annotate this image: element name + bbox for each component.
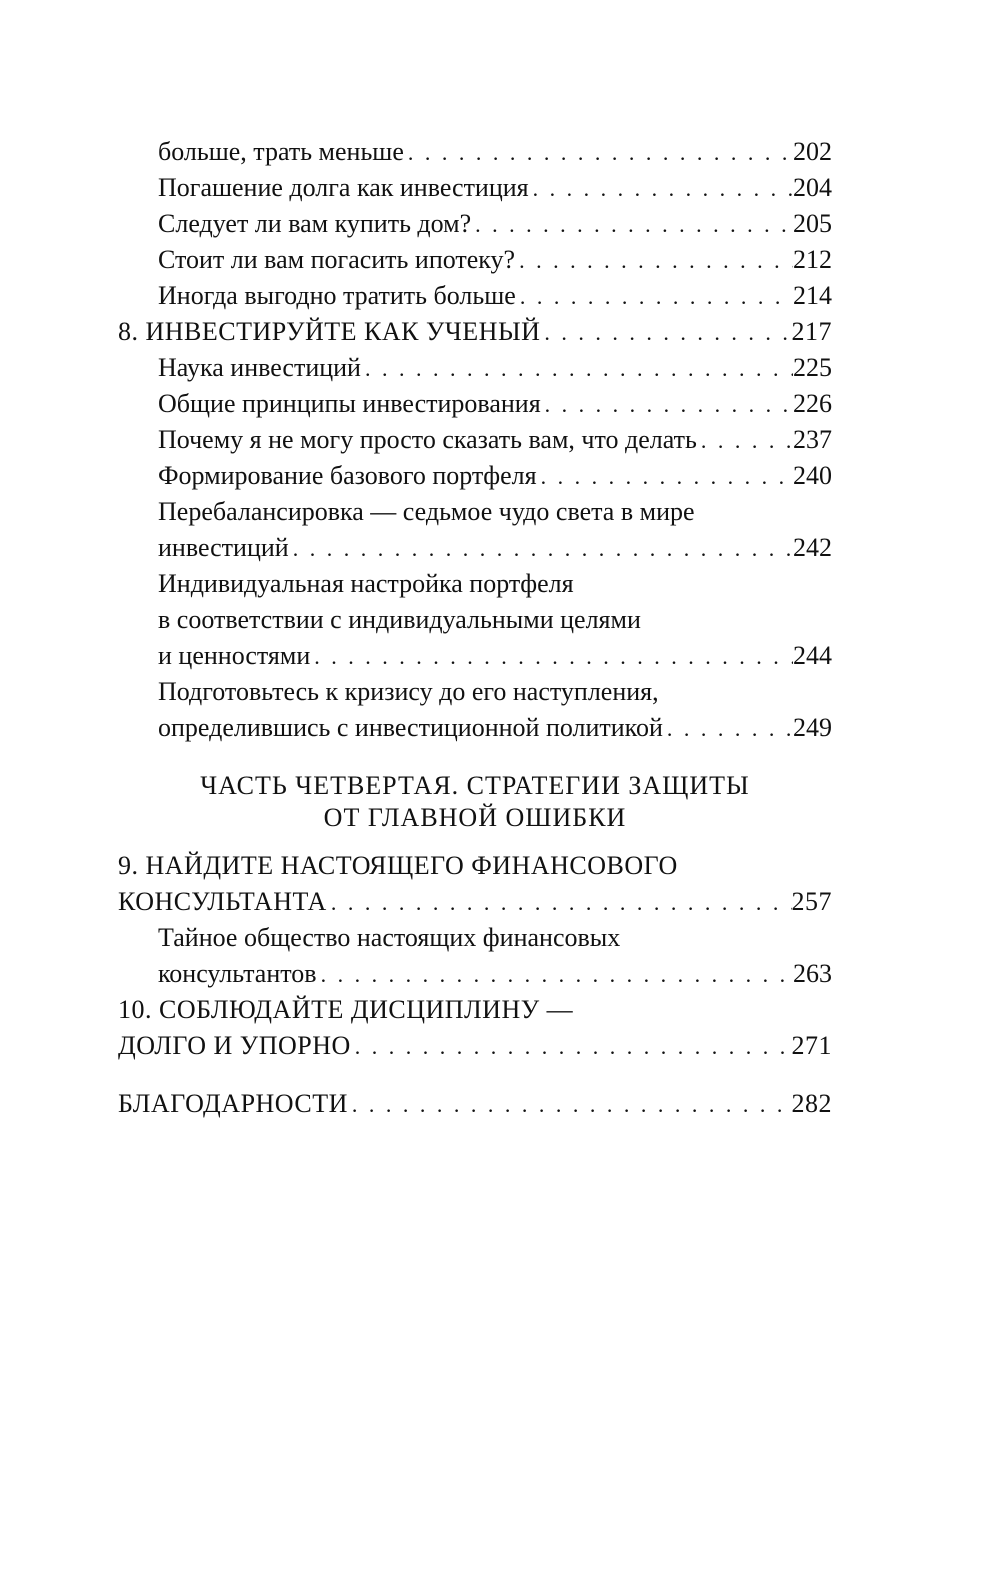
toc-entry-page: 249	[793, 713, 832, 742]
toc-entry-line	[118, 566, 832, 602]
toc-entry-line	[118, 530, 832, 566]
dot-leader	[540, 315, 791, 351]
toc-entry-page: 271	[791, 1031, 832, 1060]
toc-entry-crisis[interactable]	[118, 674, 832, 746]
toc-chapter-title: КОНСУЛЬТАНТА	[118, 887, 327, 916]
toc-entry-title: и ценностями	[158, 641, 311, 670]
toc-entry-page: 240	[793, 461, 832, 490]
toc-entry[interactable]	[118, 278, 832, 314]
toc-entry-page: 202	[793, 137, 832, 166]
toc-entry-title: Погашение долга как инвестиция	[158, 173, 529, 202]
toc-entry-title: в соответствии с индивидуальными целями	[158, 605, 641, 634]
toc-entry-page: 244	[793, 641, 832, 670]
toc-entry-line	[118, 920, 832, 956]
toc-chapter-title: ДОЛГО И УПОРНО	[118, 1031, 351, 1060]
spacer	[118, 1064, 832, 1086]
toc-entry-title: Перебалансировка — седьмое чудо света в мире	[158, 497, 695, 526]
toc-entry-title: Тайное общество настоящих финансовых	[158, 923, 621, 952]
dot-leader	[516, 279, 793, 315]
toc-entry-page: 204	[793, 173, 832, 202]
toc-entry-title: Почему я не могу просто сказать вам, что делать	[158, 425, 697, 454]
toc-entry-line	[118, 710, 832, 746]
toc-chapter-9[interactable]	[118, 848, 832, 920]
dot-leader	[289, 531, 793, 567]
dot-leader	[310, 639, 793, 675]
toc-entry-rebalance[interactable]	[118, 494, 832, 566]
toc-entry-page: 226	[793, 389, 832, 418]
toc-entry[interactable]	[118, 170, 832, 206]
dot-leader	[471, 207, 793, 243]
toc-entry-title: консультантов	[158, 959, 317, 988]
toc-entry-page: 257	[791, 887, 832, 916]
toc-entry-page: 242	[793, 533, 832, 562]
toc-entry[interactable]	[118, 350, 832, 386]
table-of-contents	[118, 134, 832, 1122]
toc-entry-line	[118, 638, 832, 674]
toc-entry-page: 212	[793, 245, 832, 274]
toc-entry-title: инвестиций	[158, 533, 289, 562]
toc-entry[interactable]	[118, 242, 832, 278]
part-four-heading	[118, 770, 832, 834]
toc-entry-page: 225	[793, 353, 832, 382]
toc-entry-page: 214	[793, 281, 832, 310]
dot-leader	[663, 711, 793, 747]
dot-leader	[404, 135, 793, 171]
toc-entry-individual[interactable]	[118, 566, 832, 674]
toc-chapter-title: БЛАГОДАРНОСТИ	[118, 1089, 348, 1118]
dot-leader	[327, 885, 792, 921]
toc-entry[interactable]	[118, 134, 832, 170]
toc-entry-line	[118, 992, 832, 1028]
toc-entry-title: Общие принципы инвестирования	[158, 389, 541, 418]
toc-entry[interactable]	[118, 458, 832, 494]
toc-chapter-title: 9. НАЙДИТЕ НАСТОЯЩЕГО ФИНАНСОВОГО	[118, 851, 678, 880]
toc-entry-page: 263	[793, 959, 832, 988]
toc-chapter-title: 10. СОБЛЮДАЙТЕ ДИСЦИПЛИНУ —	[118, 995, 574, 1024]
toc-entry-line	[118, 884, 832, 920]
toc-entry[interactable]	[118, 422, 832, 458]
toc-entry-line	[118, 848, 832, 884]
part-heading-line: ЧАСТЬ ЧЕТВЕРТАЯ. СТРАТЕГИИ ЗАЩИТЫ	[200, 771, 750, 800]
toc-chapter-8[interactable]	[118, 314, 832, 350]
dot-leader	[537, 459, 793, 495]
toc-entry-title: Следует ли вам купить дом?	[158, 209, 472, 238]
toc-entry-title: Иногда выгодно тратить больше	[158, 281, 516, 310]
toc-entry-line	[118, 1028, 832, 1064]
toc-entry-title: Стоит ли вам погасить ипотеку?	[158, 245, 516, 274]
dot-leader	[515, 243, 793, 279]
toc-entry-secret-society[interactable]	[118, 920, 832, 992]
toc-chapter-10[interactable]	[118, 992, 832, 1064]
toc-entry-page: 205	[793, 209, 832, 238]
toc-entry-line	[118, 956, 832, 992]
toc-entry-title: Наука инвестиций	[158, 353, 361, 382]
dot-leader	[348, 1087, 792, 1123]
dot-leader	[529, 171, 793, 207]
dot-leader	[697, 423, 793, 459]
toc-entry-page: 282	[791, 1089, 832, 1118]
toc-entry[interactable]	[118, 386, 832, 422]
dot-leader	[541, 387, 793, 423]
part-heading-line: ОТ ГЛАВНОЙ ОШИБКИ	[323, 803, 627, 832]
toc-entry-line	[118, 494, 832, 530]
toc-acknowledgements[interactable]	[118, 1086, 832, 1122]
dot-leader	[317, 957, 793, 993]
dot-leader	[361, 351, 793, 387]
toc-entry-title: больше, трать меньше	[158, 137, 404, 166]
toc-entry-page: 237	[793, 425, 832, 454]
toc-entry[interactable]	[118, 206, 832, 242]
dot-leader	[351, 1029, 792, 1065]
toc-entry-line	[118, 674, 832, 710]
toc-chapter-title: 8. ИНВЕСТИРУЙТЕ КАК УЧЕНЫЙ	[118, 317, 541, 346]
toc-entry-page: 217	[791, 317, 832, 346]
toc-entry-line	[118, 602, 832, 638]
toc-entry-title: Индивидуальная настройка портфеля	[158, 569, 574, 598]
toc-entry-title: определившись с инвестиционной политикой	[158, 713, 663, 742]
toc-entry-title: Формирование базового портфеля	[158, 461, 537, 490]
toc-entry-title: Подготовьтесь к кризису до его наступления,	[158, 677, 659, 706]
